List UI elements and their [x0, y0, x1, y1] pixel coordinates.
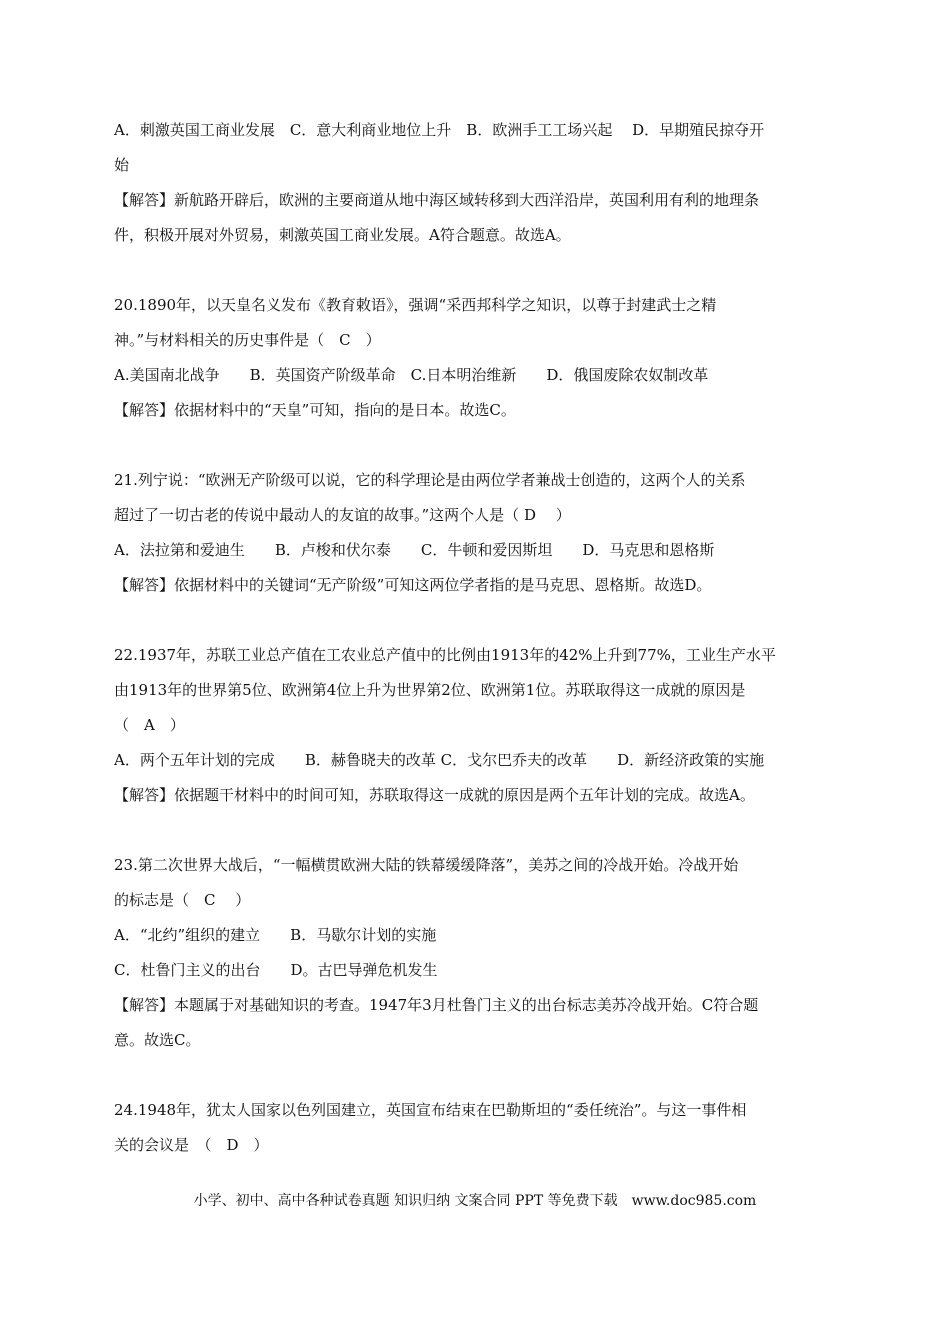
text-line: 20.1890年，以天皇名义发布《教育敕语》，强调“采西邦科学之知识，以尊于封建武士之精	[114, 296, 717, 314]
text-line: A．刺激英国工商业发展 C．意大利商业地位上升 B．欧洲手工工场兴起 D．早期殖民掠夺开	[114, 121, 765, 139]
paragraph-gap	[114, 813, 838, 848]
text-line: 【解答】新航路开辟后，欧洲的主要商道从地中海区域转移到大西洋沿岸，英国利用有利的地理条	[114, 191, 760, 209]
text-line: A.美国南北战争 B．英国资产阶级革命 C.日本明治维新 D．俄国废除农奴制改革	[114, 366, 709, 384]
text-line: 神。”与材料相关的历史事件是（ C ）	[114, 331, 381, 349]
text-line: 由1913年的世界第5位、欧洲第4位上升为世界第2位、欧洲第1位。苏联取得这一成就的原因是	[114, 681, 746, 699]
paragraph-gap	[114, 428, 838, 463]
paragraph-gap	[114, 603, 838, 638]
text-line: 关的会议是 （ D ）	[114, 1136, 269, 1154]
text-line: 24.1948年，犹太人国家以色列国建立，英国宣布结束在巴勒斯坦的“委任统治”。与这一事件相	[114, 1101, 747, 1119]
text-line: A．“北约”组织的建立 B．马歇尔计划的实施	[114, 926, 437, 944]
text-line: C．杜鲁门主义的出台 D。古巴导弹危机发生	[114, 961, 438, 979]
text-line: 件，积极开展对外贸易，刺激英国工商业发展。A符合题意。故选A。	[114, 226, 571, 244]
text-line: 【解答】依据材料中的“天皇”可知，指向的是日本。故选C。	[114, 401, 516, 419]
text-line: 【解答】依据题干材料中的时间可知，苏联取得这一成就的原因是两个五年计划的完成。故选A。	[114, 786, 755, 804]
page-footer: 小学、初中、高中各种试卷真题 知识归纳 文案合同 PPT 等免费下载 www.doc985.com	[193, 1193, 757, 1209]
text-line: 21.列宁说：“欧洲无产阶级可以说，它的科学理论是由两位学者兼战士创造的，这两个人的关系	[114, 471, 746, 489]
text-line: A．法拉第和爱迪生 B．卢梭和伏尔泰 C．牛顿和爱因斯坦 D．马克思和恩格斯	[114, 541, 715, 559]
text-line: 超过了一切古老的传说中最动人的友谊的故事。”这两个人是（ D ）	[114, 506, 571, 524]
document-body	[114, 113, 838, 1163]
text-line: 【解答】本题属于对基础知识的考查。1947年3月杜鲁门主义的出台标志美苏冷战开始。C符合题	[114, 996, 759, 1014]
text-line: 始	[114, 156, 130, 174]
text-line: 【解答】依据材料中的关键词“无产阶级”可知这两位学者指的是马克思、恩格斯。故选D。	[114, 576, 712, 594]
text-line: 意。故选C。	[114, 1031, 201, 1049]
text-line: 23.第二次世界大战后，“一幅横贯欧洲大陆的铁幕缓缓降落”，美苏之间的冷战开始。冷战开始	[114, 856, 739, 874]
text-line: 的标志是（ C ）	[114, 891, 251, 909]
text-line: A．两个五年计划的完成 B．赫鲁晓夫的改革 C．戈尔巴乔夫的改革 D．新经济政策的实施	[114, 751, 765, 769]
paragraph-gap	[114, 253, 838, 288]
text-line: 22.1937年，苏联工业总产值在工农业总产值中的比例由1913年的42%上升到77%，工业生产水平	[114, 646, 776, 664]
paragraph-gap	[114, 1058, 838, 1093]
text-line: （ A ）	[114, 716, 185, 734]
